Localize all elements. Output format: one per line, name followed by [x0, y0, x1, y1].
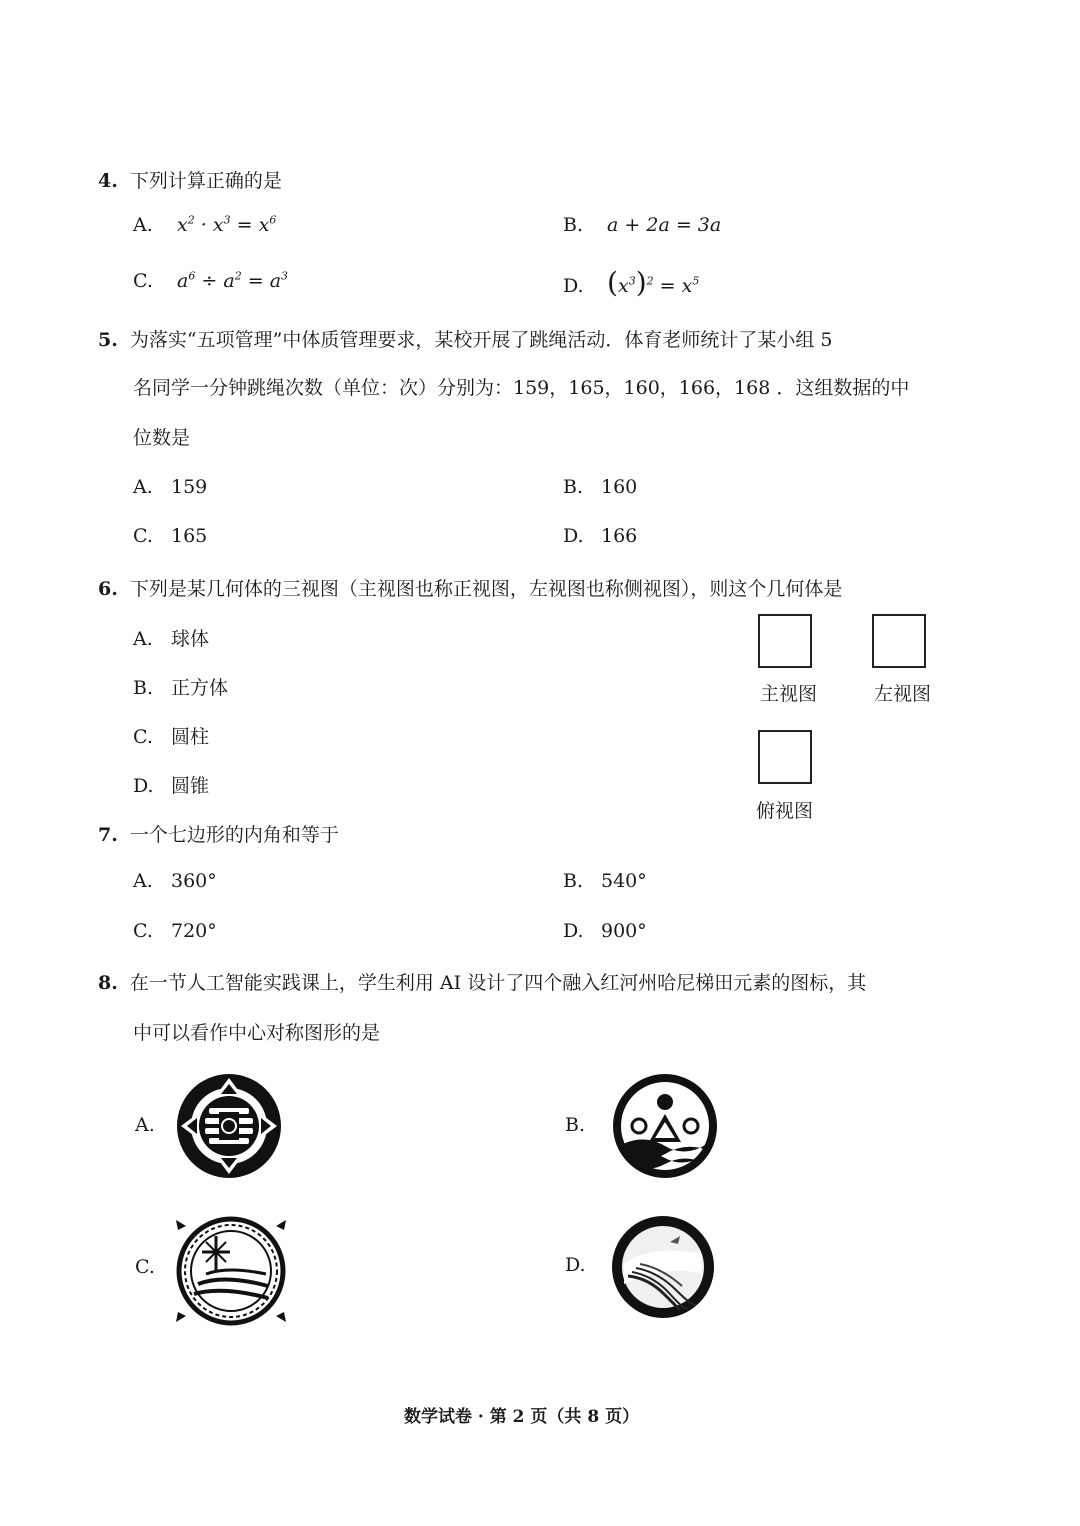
- q4-option-b[interactable]: B. a + 2a = 3a: [563, 214, 722, 236]
- q4-option-c[interactable]: C. $a^6 \div a^2 = a^3$: [133, 269, 289, 292]
- logo-a-icon[interactable]: [175, 1072, 283, 1180]
- front-view-label: 主视图: [760, 683, 818, 705]
- q5-stem-line3: 位数是: [133, 427, 191, 449]
- q8-option-d-label[interactable]: D.: [565, 1254, 586, 1276]
- q4-option-a[interactable]: A. $x^2 \cdot x^3 = x^6$: [133, 213, 277, 236]
- q7-option-d[interactable]: D. 900°: [563, 920, 647, 942]
- q7-option-b[interactable]: B. 540°: [563, 870, 647, 892]
- page-footer: 数学试卷 · 第 2 页（共 8 页）: [404, 1407, 640, 1427]
- logo-b-icon[interactable]: [611, 1072, 719, 1180]
- q5-option-d[interactable]: D. 166: [563, 525, 638, 547]
- q5-option-a[interactable]: A. 159: [133, 476, 208, 498]
- logo-d-icon[interactable]: [610, 1214, 716, 1320]
- q7-stem: 7. 一个七边形的内角和等于: [98, 824, 339, 846]
- top-view-label: 俯视图: [756, 800, 814, 822]
- left-view-label: 左视图: [874, 683, 932, 705]
- q4-option-d[interactable]: D. $(x^3)^2 = x^5$: [563, 266, 700, 299]
- q5-option-b[interactable]: B. 160: [563, 476, 638, 498]
- q7-option-c[interactable]: C. 720°: [133, 920, 217, 942]
- q7-option-a[interactable]: A. 360°: [133, 870, 217, 892]
- q6-option-c[interactable]: C. 圆柱: [133, 726, 210, 748]
- q8-option-a-label[interactable]: A.: [135, 1114, 155, 1136]
- q6-option-a[interactable]: A. 球体: [133, 628, 210, 650]
- left-view-square: [872, 614, 926, 668]
- q8-stem-line2: 中可以看作中心对称图形的是: [133, 1022, 381, 1044]
- logo-c-icon[interactable]: [172, 1216, 290, 1326]
- front-view-square: [758, 614, 812, 668]
- top-view-square: [758, 730, 812, 784]
- q6-option-b[interactable]: B. 正方体: [133, 677, 229, 699]
- q8-option-b-label[interactable]: B.: [565, 1114, 586, 1136]
- q6-stem: 6. 下列是某几何体的三视图（主视图也称正视图，左视图也称侧视图），则这个几何体是: [98, 578, 843, 600]
- q5-stem-line1: 5. 为落实“五项管理”中体质管理要求，某校开展了跳绳活动．体育老师统计了某小组 5: [98, 329, 833, 351]
- q5-stem-line2: 名同学一分钟跳绳次数（单位：次）分别为：159，165，160，166，168 ．这组数据的中: [133, 377, 910, 399]
- q8-option-c-label[interactable]: C.: [135, 1256, 155, 1278]
- q6-option-d[interactable]: D. 圆锥: [133, 775, 210, 797]
- q8-stem-line1: 8. 在一节人工智能实践课上，学生利用 AI 设计了四个融入红河州哈尼梯田元素的图标，其: [98, 972, 867, 994]
- q5-option-c[interactable]: C. 165: [133, 525, 208, 547]
- q4-stem: 4. 下列计算正确的是: [98, 170, 282, 192]
